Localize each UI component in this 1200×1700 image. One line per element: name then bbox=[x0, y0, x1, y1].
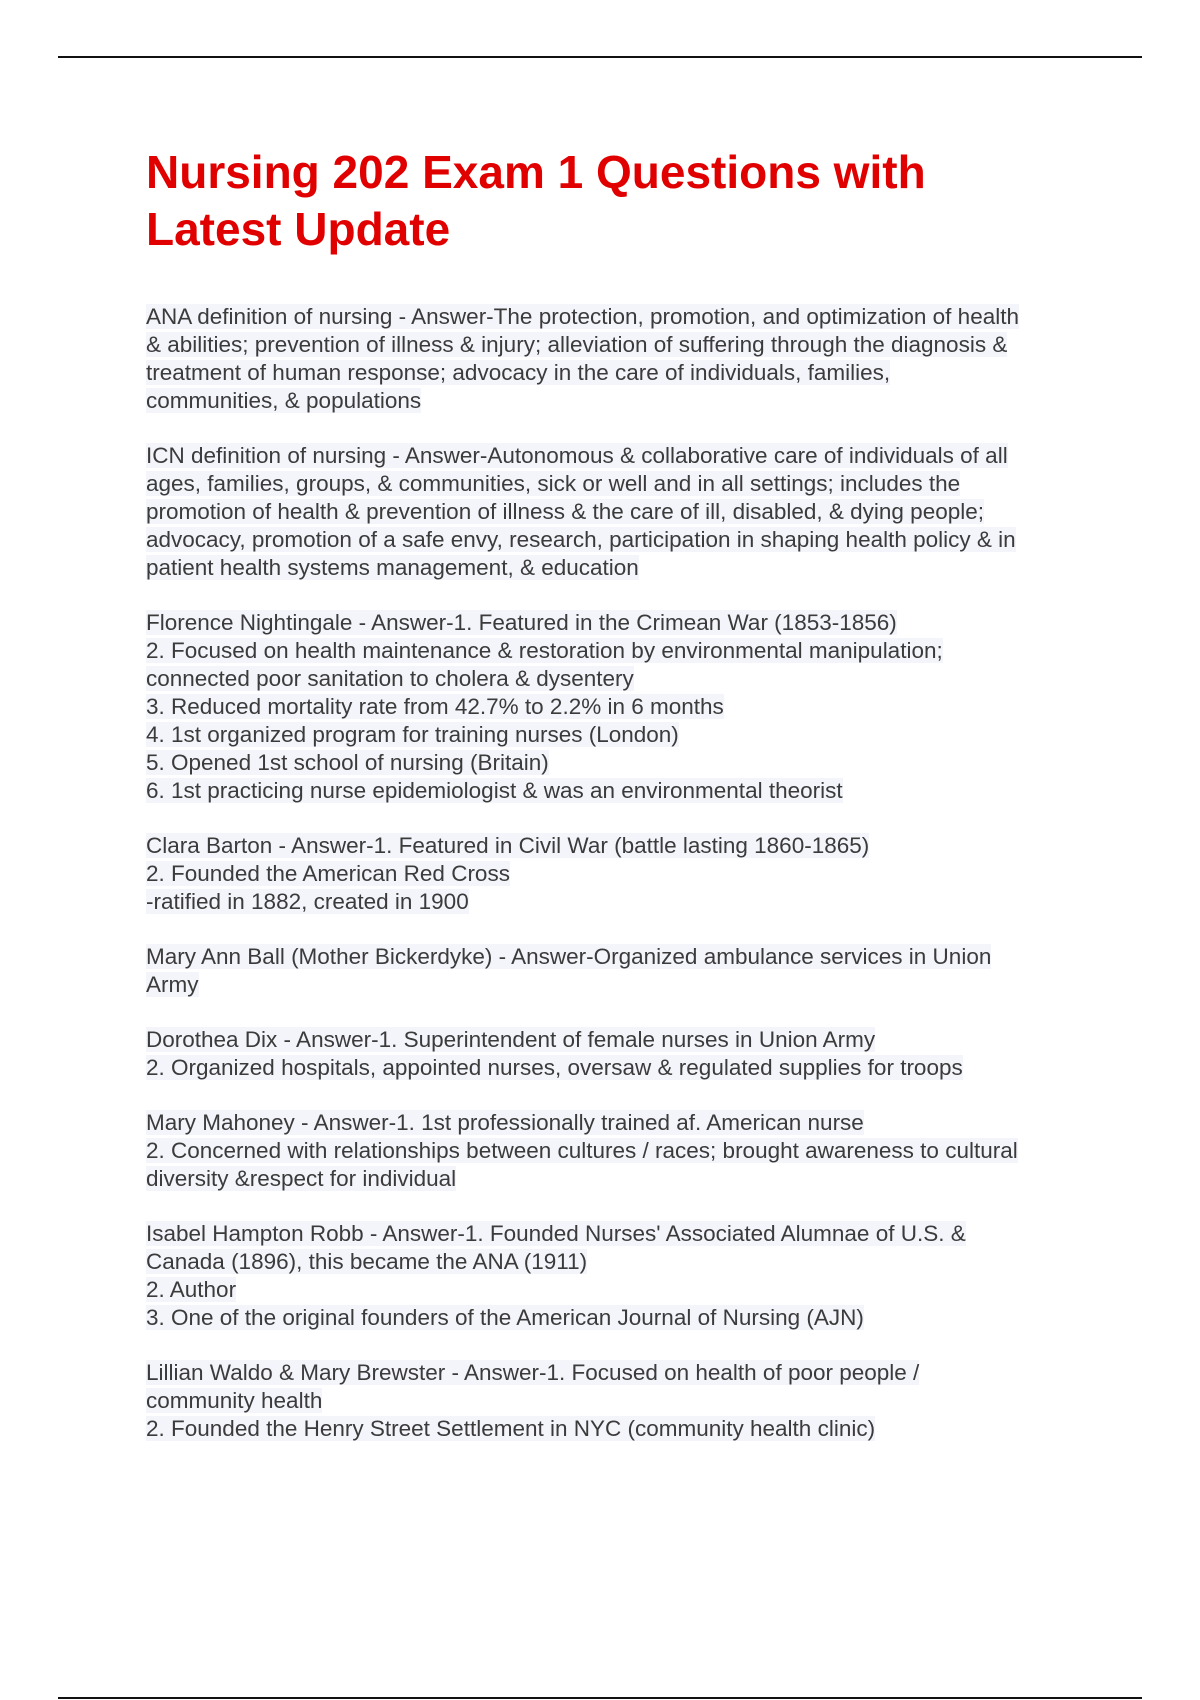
entry-line: Dorothea Dix - Answer-1. Superintendent of female nurses in Union Army bbox=[146, 1027, 876, 1052]
footer-rule bbox=[58, 1697, 1142, 1699]
entry-line: 3. One of the original founders of the American Journal of Nursing (AJN) bbox=[146, 1305, 864, 1330]
qa-list bbox=[146, 303, 1096, 1470]
entry-line: ages, families, groups, & communities, sick or well and in all settings; includes the bbox=[146, 471, 961, 496]
header-rule bbox=[58, 56, 1142, 58]
qa-entry-bickerdyke bbox=[146, 943, 1096, 999]
title-line: Latest Update bbox=[146, 203, 451, 255]
entry-line: community health bbox=[146, 1388, 323, 1413]
entry-line: connected poor sanitation to cholera & dysentery bbox=[146, 666, 634, 691]
entry-line: 6. 1st practicing nurse epidemiologist & was an environmental theorist bbox=[146, 778, 843, 803]
entry-line: 2. Author bbox=[146, 1277, 237, 1302]
qa-entry-mahoney bbox=[146, 1109, 1096, 1193]
page-title bbox=[146, 144, 1086, 258]
entry-line: Isabel Hampton Robb - Answer-1. Founded Nurses' Associated Alumnae of U.S. & bbox=[146, 1221, 966, 1246]
title-line: Nursing 202 Exam 1 Questions with bbox=[146, 146, 926, 198]
entry-line: communities, & populations bbox=[146, 388, 422, 413]
entry-line: treatment of human response; advocacy in the care of individuals, families, bbox=[146, 360, 891, 385]
entry-line: 2. Founded the American Red Cross bbox=[146, 861, 510, 886]
qa-entry-dix bbox=[146, 1026, 1096, 1082]
entry-line: 2. Organized hospitals, appointed nurses, oversaw & regulated supplies for troops bbox=[146, 1055, 963, 1080]
entry-line: promotion of health & prevention of illness & the care of ill, disabled, & dying people; bbox=[146, 499, 985, 524]
qa-entry-robb bbox=[146, 1220, 1096, 1332]
entry-line: 3. Reduced mortality rate from 42.7% to 2.2% in 6 months bbox=[146, 694, 724, 719]
qa-entry-barton bbox=[146, 832, 1096, 916]
entry-line: diversity &respect for individual bbox=[146, 1166, 457, 1191]
entry-line: Clara Barton - Answer-1. Featured in Civil War (battle lasting 1860-1865) bbox=[146, 833, 870, 858]
entry-line: 5. Opened 1st school of nursing (Britain) bbox=[146, 750, 549, 775]
entry-line: & abilities; prevention of illness & injury; alleviation of suffering through the diagnosis & bbox=[146, 332, 1008, 357]
entry-line: -ratified in 1882, created in 1900 bbox=[146, 889, 469, 914]
qa-entry-waldo-brewster bbox=[146, 1359, 1096, 1443]
entry-line: 2. Focused on health maintenance & restoration by environmental manipulation; bbox=[146, 638, 943, 663]
entry-line: 4. 1st organized program for training nurses (London) bbox=[146, 722, 679, 747]
entry-line: Mary Mahoney - Answer-1. 1st professionally trained af. American nurse bbox=[146, 1110, 864, 1135]
qa-entry-icn bbox=[146, 442, 1096, 582]
entry-line: Army bbox=[146, 972, 199, 997]
entry-line: ICN definition of nursing - Answer-Autonomous & collaborative care of individuals of all bbox=[146, 443, 1008, 468]
entry-line: 2. Concerned with relationships between cultures / races; brought awareness to cultural bbox=[146, 1138, 1018, 1163]
entry-line: Lillian Waldo & Mary Brewster - Answer-1. Focused on health of poor people / bbox=[146, 1360, 920, 1385]
entry-line: Mary Ann Ball (Mother Bickerdyke) - Answer-Organized ambulance services in Union bbox=[146, 944, 992, 969]
entry-line: 2. Founded the Henry Street Settlement in NYC (community health clinic) bbox=[146, 1416, 876, 1441]
entry-line: patient health systems management, & education bbox=[146, 555, 639, 580]
qa-entry-nightingale bbox=[146, 609, 1096, 805]
entry-line: ANA definition of nursing - Answer-The protection, promotion, and optimization of health bbox=[146, 304, 1019, 329]
entry-line: Canada (1896), this became the ANA (1911) bbox=[146, 1249, 588, 1274]
qa-entry-ana bbox=[146, 303, 1096, 415]
entry-line: Florence Nightingale - Answer-1. Featured in the Crimean War (1853-1856) bbox=[146, 610, 897, 635]
entry-line: advocacy, promotion of a safe envy, research, participation in shaping health policy & in bbox=[146, 527, 1016, 552]
